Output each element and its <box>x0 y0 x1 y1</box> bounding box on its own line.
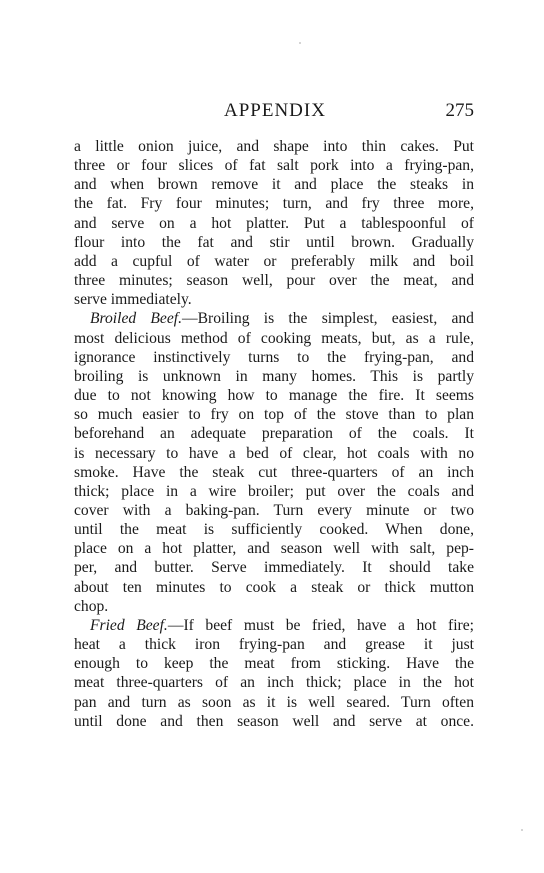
paper-speck <box>521 829 523 831</box>
text-line: meat three-quarters of an inch thick; place in the hot <box>74 674 474 692</box>
text-line: ignorance instinctively turns to the frying-pan, and <box>74 348 474 366</box>
run-in-heading: Fried Beef. <box>90 616 168 634</box>
text-line: three minutes; season well, pour over the meat, and <box>74 272 474 290</box>
text-line: a little onion juice, and shape into thin cakes. Put <box>74 138 474 155</box>
text-line: cover with a baking-pan. Turn every minute or two <box>74 501 474 519</box>
text-line: so much easier to fry on top of the stove than to plan <box>74 406 474 424</box>
text-line: is necessary to have a bed of clear, hot coals with no <box>74 444 474 462</box>
text-line: until done and then season well and serve at once. <box>74 712 474 730</box>
text-line-first <box>74 309 474 328</box>
text-line: add a cupful of water or preferably milk and boil <box>74 252 474 270</box>
text-line: most delicious method of cooking meats, but, as a rule, <box>74 329 474 347</box>
text-line: beforehand an adequate preparation of the coals. It <box>74 425 474 443</box>
page-number: 275 <box>445 100 474 121</box>
paragraph-broiled-beef <box>74 309 474 616</box>
text-line: —Broiling is the simplest, easiest, and <box>182 310 474 328</box>
text-line: per, and butter. Serve immediately. It should take <box>74 559 474 577</box>
paragraph-fried-beef <box>74 616 474 731</box>
text-line: due to not knowing how to manage the fire. It seems <box>74 387 474 405</box>
body-text <box>74 137 474 731</box>
text-line: until the meat is sufficiently cooked. When done, <box>74 521 474 539</box>
paragraph-continuation <box>74 137 474 309</box>
text-line: three or four slices of fat salt pork into a frying-pan, <box>74 157 474 175</box>
running-head: APPENDIX <box>224 100 326 121</box>
page-header <box>74 100 474 124</box>
text-line: serve immediately. <box>74 291 192 309</box>
text-line: place on a hot platter, and season well with salt, pep- <box>74 540 474 558</box>
text-line: and serve on a hot platter. Put a tablespoonful of <box>74 214 474 232</box>
text-line: chop. <box>74 597 109 615</box>
text-line-first <box>74 616 474 635</box>
text-line: thick; place in a wire broiler; put over the coals and <box>74 482 474 500</box>
text-line: heat a thick iron frying-pan and grease it just <box>74 636 474 654</box>
text-line: the fat. Fry four minutes; turn, and fry three more, <box>74 195 474 213</box>
text-line: broiling is unknown in many homes. This is partly <box>74 367 474 385</box>
text-line: about ten minutes to cook a steak or thick mutton <box>74 578 474 596</box>
paper-speck <box>299 42 301 44</box>
text-line: enough to keep the meat from sticking. Have the <box>74 655 474 673</box>
text-line: pan and turn as soon as it is well seared. Turn often <box>74 693 474 711</box>
text-line: —If beef must be fried, have a hot fire; <box>167 616 474 634</box>
run-in-heading: Broiled Beef. <box>90 310 183 328</box>
text-line: flour into the fat and stir until brown. Gradually <box>74 233 474 251</box>
text-line: smoke. Have the steak cut three-quarters of an inch <box>74 463 474 481</box>
text-line: and when brown remove it and place the steaks in <box>74 176 474 194</box>
